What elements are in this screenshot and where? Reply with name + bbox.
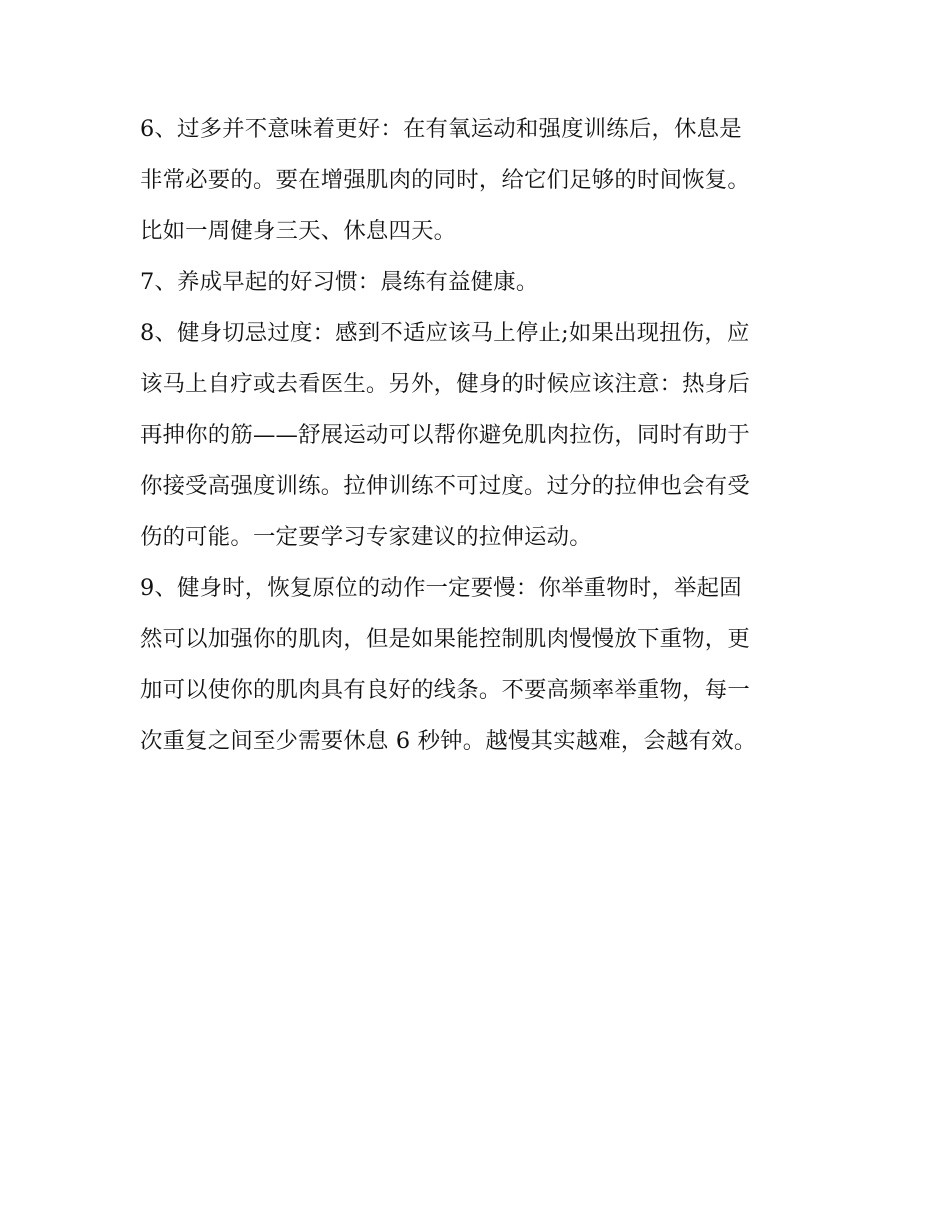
text-line: 比如一周健身三天、休息四天。 bbox=[140, 218, 457, 244]
text-line: 该马上自疗或去看医生。另外，健身的时候应该注意：热身后 bbox=[140, 371, 750, 397]
text-line: 9、健身时，恢复原位的动作一定要慢：你举重物时，举起固 bbox=[140, 575, 742, 601]
text-line: 再抻你的筋——舒展运动可以帮你避免肌肉拉伤，同时有助于 bbox=[140, 422, 750, 448]
list-item-9 bbox=[140, 563, 812, 767]
document-body bbox=[140, 104, 812, 767]
text-line: 非常必要的。要在增强肌肉的同时，给它们足够的时间恢复。 bbox=[140, 167, 750, 193]
text-line: 然可以加强你的肌肉，但是如果能控制肌肉慢慢放下重物，更 bbox=[140, 626, 750, 652]
list-item-7 bbox=[140, 257, 812, 308]
text-line: 7、养成早起的好习惯：晨练有益健康。 bbox=[140, 269, 539, 295]
text-line: 加可以使你的肌肉具有良好的线条。不要高频率举重物，每一 bbox=[140, 677, 750, 703]
text-line: 次重复之间至少需要休息 6 秒钟。越慢其实越难，会越有效。 bbox=[140, 728, 757, 754]
text-line: 6、过多并不意味着更好：在有氧运动和强度训练后，休息是 bbox=[140, 116, 742, 142]
list-item-8 bbox=[140, 308, 812, 563]
text-line: 伤的可能。一定要学习专家建议的拉伸运动。 bbox=[140, 524, 592, 550]
text-line: 你接受高强度训练。拉伸训练不可过度。过分的拉伸也会有受 bbox=[140, 473, 750, 499]
list-item-6 bbox=[140, 104, 812, 257]
text-line: 8、健身切忌过度：感到不适应该马上停止;如果出现扭伤，应 bbox=[140, 320, 750, 346]
